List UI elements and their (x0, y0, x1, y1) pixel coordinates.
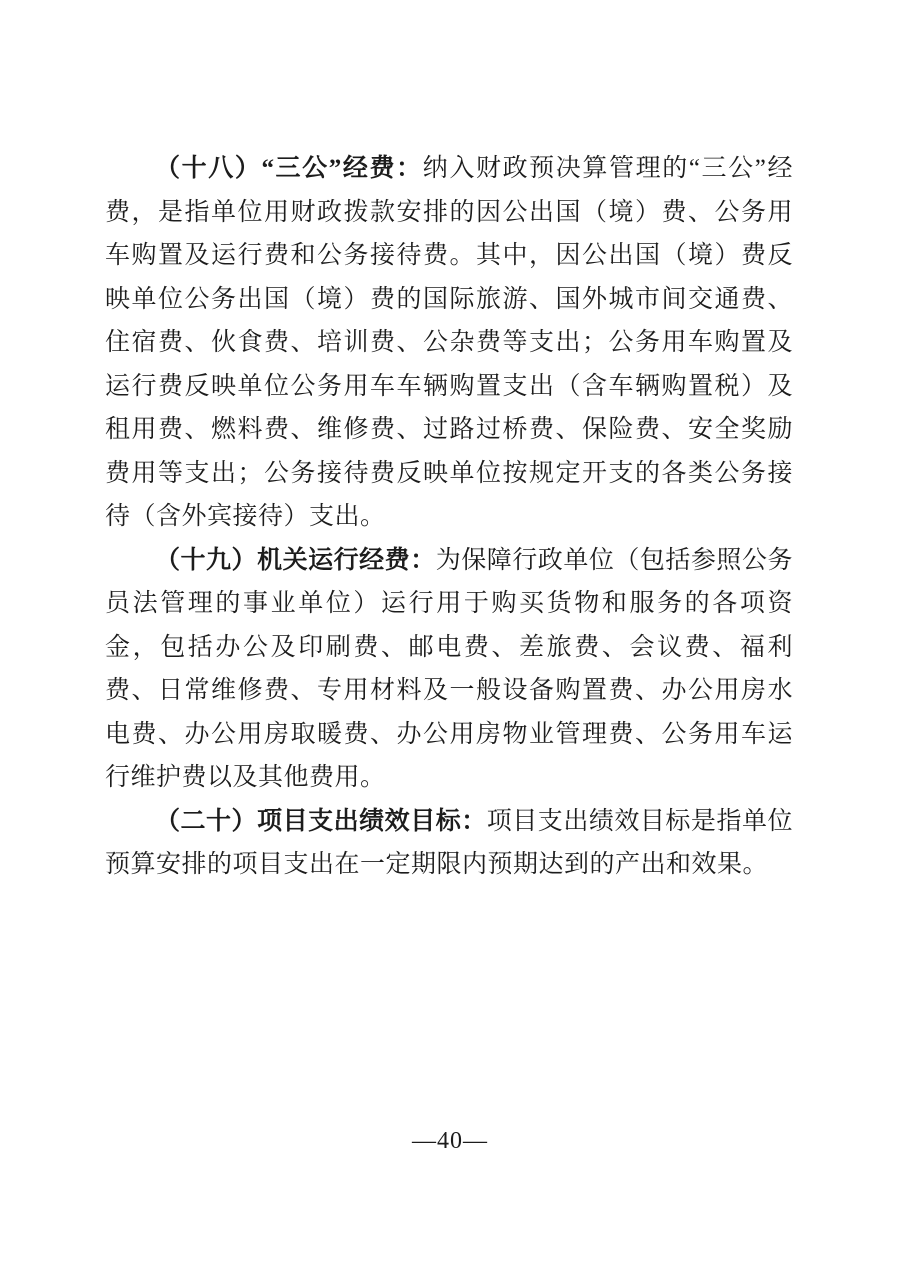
term-20-label: （二十）项目支出绩效目标： (155, 807, 487, 835)
document-body (105, 147, 793, 887)
term-18-label: （十八）“三公”经费： (155, 155, 423, 182)
paragraph-term-19 (105, 539, 793, 800)
term-19-definition: 为保障行政单位（包括参照公务员法管理的事业单位）运行用于购买货物和服务的各项资金，包括办公及印刷费、邮电费、差旅费、会议费、福利费、日常维修费、专用材料及一般设备购置费、办公用房水电费、办公用房取暖费、办公用房物业管理费、公务用车运行维护费以及其他费用。 (105, 546, 793, 791)
term-18-definition: 纳入财政预决算管理的“三公”经费，是指单位用财政拨款安排的因公出国（境）费、公务用车购置及运行费和公务接待费。其中，因公出国（境）费反映单位公务出国（境）费的国际旅游、国外城市间交通费、住宿费、伙食费、培训费、公杂费等支出；公务用车购置及运行费反映单位公务用车车辆购置支出（含车辆购置税）及租用费、燃料费、维修费、过路过桥费、保险费、安全奖励费用等支出；公务接待费反映单位按规定开支的各类公务接待（含外宾接待）支出。 (105, 155, 793, 530)
term-19-label: （十九）机关运行经费： (155, 546, 436, 574)
page-footer (0, 1128, 900, 1155)
paragraph-term-18 (105, 147, 793, 539)
page-number: —40— (412, 1128, 488, 1154)
paragraph-term-20 (105, 800, 793, 887)
term-20-definition: 项目支出绩效目标是指单位预算安排的项目支出在一定期限内预期达到的产出和效果。 (105, 807, 793, 878)
